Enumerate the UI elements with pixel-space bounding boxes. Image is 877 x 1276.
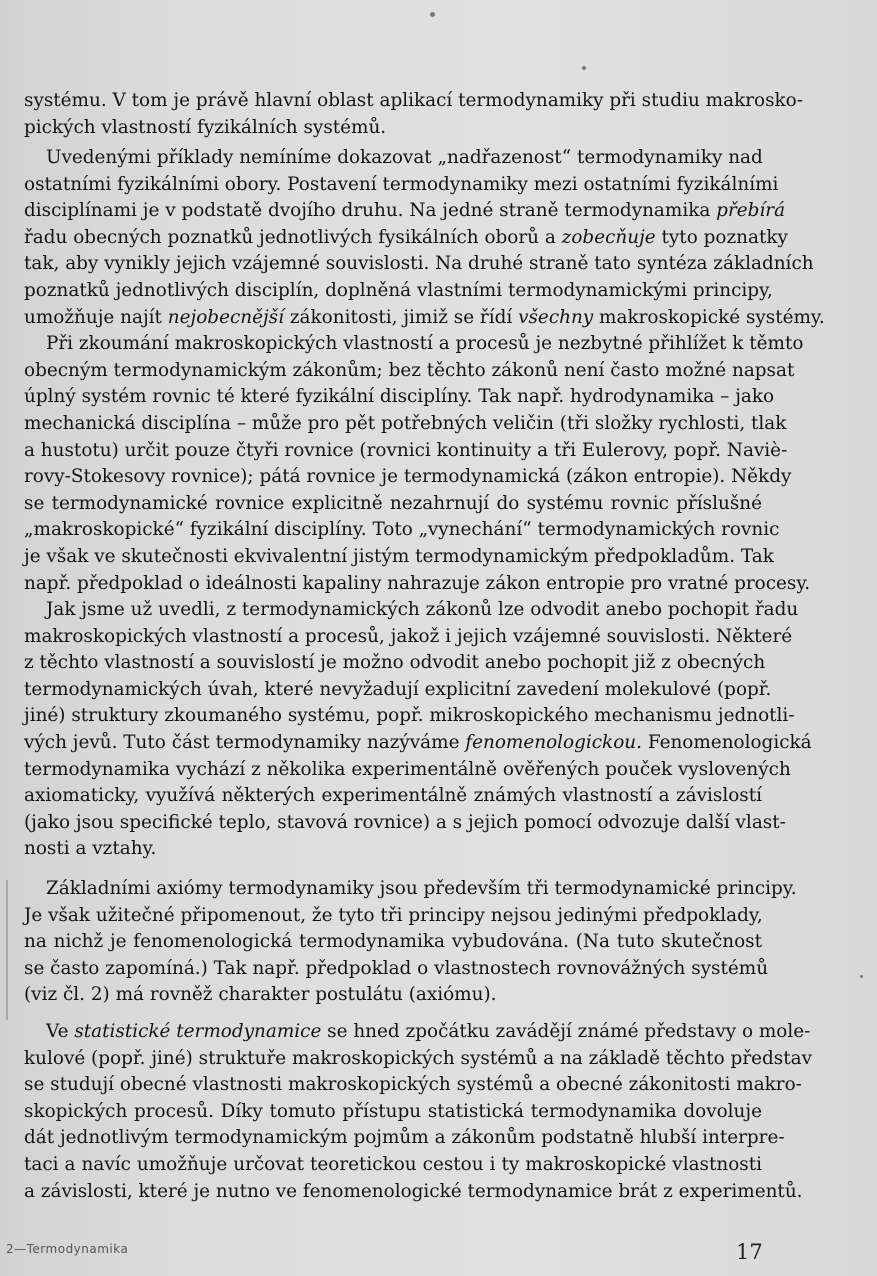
text-run: a závislosti, které je nutno ve fenomenologické termodynamice brát z experimentů. xyxy=(24,1180,803,1202)
text-run: Při zkoumání makroskopických vlastností a procesů je nezbytné přihlížet k těmto xyxy=(46,333,804,355)
text-run: se studují obecné vlastnosti makroskopických systémů a obecné zákonitosti makro- xyxy=(24,1074,802,1096)
text-line xyxy=(24,517,780,544)
text-line xyxy=(24,225,788,252)
paragraph xyxy=(24,88,803,141)
text-line xyxy=(24,650,766,677)
text-line xyxy=(24,982,762,1009)
text-run: vých jevů. Tuto část termodynamiky nazýváme xyxy=(24,732,466,754)
text-run: makroskopických vlastností a procesů, jakož i jejich vzájemné souvislosti. Některé xyxy=(24,625,793,647)
text-line xyxy=(24,172,779,199)
text-line xyxy=(24,1125,785,1152)
text-line xyxy=(24,411,787,438)
text-run: makroskopické systémy. xyxy=(593,306,825,328)
emphasis-text: fenomenologickou. xyxy=(465,732,642,754)
text-line xyxy=(24,677,772,704)
text-line xyxy=(24,903,762,930)
emphasis-text: všechny xyxy=(518,306,594,328)
text-line xyxy=(24,464,792,491)
text-line xyxy=(24,331,804,358)
dust-speck xyxy=(582,66,586,70)
text-run: ostatními fyzikálními obory. Postavení termodynamiky mezi ostatními fyzikálními xyxy=(24,173,779,195)
text-run: kulové (popř. jiné) struktuře makroskopických systémů a na základě těchto představ xyxy=(24,1047,812,1069)
text-run: umožňuje najít xyxy=(24,306,168,328)
paragraph xyxy=(24,145,825,863)
text-run: zákonitosti, jimiž se řídí xyxy=(284,306,519,328)
text-run: termodynamických úvah, které nevyžadují explicitní zavedení molekulové (popř. xyxy=(24,678,772,700)
text-run: tak, aby vynikly jejich vzájemné souvislosti. Na druhé straně tato syntéza základních xyxy=(24,253,814,275)
text-line xyxy=(24,251,814,278)
text-line xyxy=(24,730,812,757)
text-run: řadu obecných poznatků jednotlivých fysikálních oborů a xyxy=(24,226,562,248)
text-line xyxy=(24,571,811,598)
emphasis-text: statistické termodynamice xyxy=(74,1021,322,1042)
text-run: se hned zpočátku zavádějí známé představy o mole- xyxy=(321,1021,811,1042)
text-line xyxy=(24,1072,802,1099)
text-run: Je však užitečné připomenout, že tyto tři principy nejsou jedinými předpoklady, xyxy=(24,904,763,926)
text-run: např. předpoklad o ideálnosti kapaliny nahrazuje zákon entropie pro vratné procesy. xyxy=(24,572,811,594)
text-line xyxy=(24,491,762,518)
text-line xyxy=(24,198,786,225)
text-line xyxy=(24,929,762,956)
text-run: mechanická disciplína – může pro pět potřebných veličin (tři složky rychlosti, tlak xyxy=(24,412,787,434)
text-run: disciplínami je v podstatě dvojího druhu. Na jedné straně termodynamika xyxy=(24,200,717,222)
text-line xyxy=(24,1179,803,1206)
text-run: se často zapomíná.) Tak např. předpoklad o vlastnostech rovnovážných systémů xyxy=(24,957,769,979)
text-run: úplný systém rovnic té které fyzikální disciplíny. Tak např. hydrodynamika – jako xyxy=(24,386,775,408)
signature-mark: 2—Termodynamika xyxy=(6,1242,129,1256)
text-line xyxy=(24,1019,811,1046)
text-line xyxy=(24,703,795,730)
text-line xyxy=(24,384,775,411)
text-line xyxy=(24,438,788,465)
emphasis-text: přebírá xyxy=(716,200,786,222)
text-run: skopických procesů. Díky tomuto přístupu statistická termodynamika dovoluje xyxy=(24,1100,762,1122)
text-run: rovy-Stokesovy rovnice); pátá rovnice je termodynamická (zákon entropie). Někdy xyxy=(24,466,792,488)
text-run: na nichž je fenomenologická termodynamika vybudována. (Na tuto skutečnost xyxy=(24,931,762,953)
text-line xyxy=(24,1099,762,1126)
text-line xyxy=(24,810,786,837)
text-run: tyto poznatky xyxy=(655,226,788,248)
text-run: Jak jsme už uvedli, z termodynamických zákonů lze odvodit anebo pochopit řadu xyxy=(46,599,799,621)
text-run: Uvedenými příklady nemíníme dokazovat „nadřazenost“ termodynamiky nad xyxy=(46,147,763,168)
text-run: Fenomenologická xyxy=(641,732,812,754)
text-run: (viz čl. 2) má rovněž charakter postulátu (axiómu). xyxy=(24,984,497,1006)
text-run: Základními axiómy termodynamiky jsou především tři termodynamické principy. xyxy=(46,878,797,899)
paragraph xyxy=(24,1019,812,1205)
text-line xyxy=(24,624,793,651)
dust-speck xyxy=(860,975,863,978)
text-run: „makroskopické“ fyzikální disciplíny. Toto „vynechání“ termodynamických rovnic xyxy=(24,519,780,541)
text-line xyxy=(24,1046,812,1073)
text-line xyxy=(24,544,774,571)
text-line xyxy=(24,358,795,385)
text-line xyxy=(24,836,762,863)
text-line xyxy=(24,597,799,624)
dust-speck xyxy=(430,12,435,17)
text-run: (jako jsou specifické teplo, stavová rovnice) a s jejich pomocí odvozuje další vlast- xyxy=(24,811,786,833)
text-line xyxy=(24,115,762,142)
text-line xyxy=(24,1152,762,1179)
text-run: z těchto vlastností a souvislostí je možno odvodit anebo pochopit již z obecných xyxy=(24,652,766,674)
text-run: dát jednotlivým termodynamickým pojmům a zákonům podstatně hlubší interpre- xyxy=(24,1127,785,1149)
text-run: axiomaticky, využívá některých experimentálně známých vlastností a závislostí xyxy=(24,785,762,807)
text-run: poznatků jednotlivých disciplín, doplněná vlastními termodynamickými principy, xyxy=(24,279,773,301)
text-line xyxy=(24,757,791,784)
text-line xyxy=(24,88,803,115)
text-run: se termodynamické rovnice explicitně nezahrnují do systému rovnic příslušné xyxy=(24,492,762,514)
text-run: a hustotu) určit pouze čtyři rovnice (rovnici kontinuity a tři Eulerovy, popř. Naviè- xyxy=(24,439,788,461)
text-run: systému. V tom je právě hlavní oblast aplikací termodynamiky při studiu makrosko- xyxy=(24,90,803,111)
text-line xyxy=(24,956,769,983)
text-run: jiné) struktury zkoumaného systému, popř. mikroskopického mechanismu jednotli- xyxy=(24,705,795,727)
emphasis-text: nejobecnější xyxy=(167,306,285,328)
text-run: obecným termodynamickým zákonům; bez těchto zákonů není často možné napsat xyxy=(24,359,795,381)
text-run: taci a navíc umožňuje určovat teoretickou cestou i ty makroskopické vlastnosti xyxy=(24,1153,762,1175)
paragraph xyxy=(24,876,797,1009)
page-number: 17 xyxy=(736,1240,763,1264)
text-run: pických vlastností fyzikálních systémů. xyxy=(24,116,387,138)
text-run: nosti a vztahy. xyxy=(24,838,157,860)
text-run: je však ve skutečnosti ekvivalentní jistým termodynamickým předpokladům. Tak xyxy=(24,545,774,567)
text-line xyxy=(24,278,773,305)
text-line xyxy=(24,145,762,172)
text-line xyxy=(24,305,825,332)
text-run: termodynamika vychází z několika experimentálně ověřených pouček vyslovených xyxy=(24,758,791,780)
binding-shadow xyxy=(6,880,8,1020)
text-line xyxy=(24,783,762,810)
text-line xyxy=(24,876,797,903)
emphasis-text: zobecňuje xyxy=(561,226,656,248)
text-run: Ve xyxy=(46,1021,75,1042)
